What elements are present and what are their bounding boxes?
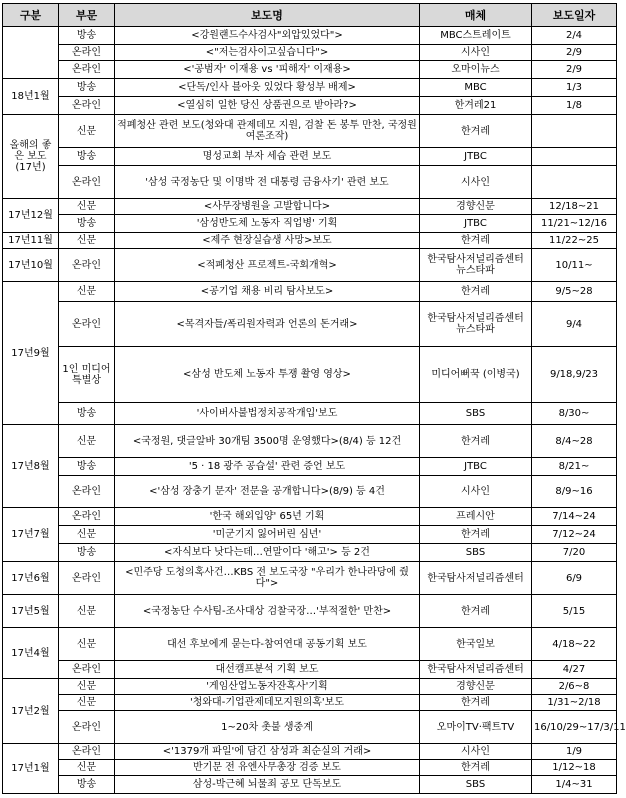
table-body (3, 27, 626, 794)
date-cell: 1/3 (532, 79, 617, 97)
media-cell: 한국탐사저널리즘센터 뉴스타파 (420, 302, 532, 347)
table-row (3, 302, 617, 347)
media-cell: 한국일보 (420, 628, 532, 661)
sector-cell: 방송 (59, 458, 115, 476)
category-cell: 17년11월 (3, 233, 59, 249)
sector-cell: 신문 (59, 695, 115, 711)
date-cell: 9/4 (532, 302, 617, 347)
date-cell: 1/4~31 (532, 776, 617, 794)
date-cell: 8/9~16 (532, 476, 617, 508)
title-cell: '삼성 국정농단 및 이명박 전 대통령 금융사기' 관련 보도 (115, 166, 420, 199)
table-row (3, 45, 617, 61)
media-cell: 한겨레 (420, 760, 532, 776)
sector-cell: 신문 (59, 760, 115, 776)
date-cell: 8/21~ (532, 458, 617, 476)
category-cell (3, 27, 59, 79)
title-cell: <제주 현장실습생 사망>보도 (115, 233, 420, 249)
sector-cell: 방송 (59, 215, 115, 233)
table-row (3, 458, 617, 476)
date-cell: 10/11~ (532, 249, 617, 282)
category-cell: 올해의 좋은 보도 (17년) (3, 115, 59, 199)
table-row (3, 695, 617, 711)
date-cell: 2/4 (532, 27, 617, 45)
date-cell: 12/18~21 (532, 199, 617, 215)
title-cell: '게임산업노동자잔혹사'기획 (115, 679, 420, 695)
title-cell: 1~20차 촛불 생중계 (115, 711, 420, 744)
category-cell: 17년2월 (3, 679, 59, 744)
table-row (3, 562, 617, 595)
category-cell: 17년10월 (3, 249, 59, 282)
date-cell: 2/9 (532, 45, 617, 61)
sector-cell: 방송 (59, 27, 115, 45)
category-cell: 17년4월 (3, 628, 59, 679)
sector-cell: 신문 (59, 425, 115, 458)
table-row (3, 508, 617, 526)
sector-cell: 온라인 (59, 661, 115, 679)
table-row (3, 776, 617, 794)
sector-cell: 온라인 (59, 45, 115, 61)
media-cell: 한국탐사저널리즘센터 (420, 661, 532, 679)
title-cell: <적폐청산 프로젝트-국회개혁> (115, 249, 420, 282)
title-cell: 반기문 전 유엔사무총장 검증 보도 (115, 760, 420, 776)
title-cell: <목격자들/폭리원자력과 언론의 돈거래> (115, 302, 420, 347)
sector-cell: 온라인 (59, 302, 115, 347)
table-row (3, 744, 617, 760)
title-cell: 명성교회 부자 세습 관련 보도 (115, 148, 420, 166)
category-cell: 18년1월 (3, 79, 59, 115)
table-row (3, 425, 617, 458)
table-row (3, 544, 617, 562)
media-cell: 한겨레 (420, 695, 532, 711)
media-cell: 프레시안 (420, 508, 532, 526)
sector-cell: 온라인 (59, 508, 115, 526)
date-cell: 4/18~22 (532, 628, 617, 661)
table-row (3, 628, 617, 661)
table-row (3, 115, 617, 148)
media-cell: 시사인 (420, 744, 532, 760)
header-row (3, 4, 617, 27)
date-cell: 9/5~28 (532, 282, 617, 302)
table-row (3, 79, 617, 97)
table-row (3, 233, 617, 249)
date-cell: 11/22~25 (532, 233, 617, 249)
title-cell: <자식보다 낫다는데…연말이다 '해고'> 등 2건 (115, 544, 420, 562)
date-cell: 7/20 (532, 544, 617, 562)
title-cell: '사이버사불법정치공작개입'보도 (115, 403, 420, 425)
title-cell: <'삼성 장충기 문자' 전문을 공개합니다>(8/9) 등 4건 (115, 476, 420, 508)
media-cell: 한겨레 (420, 233, 532, 249)
table-row (3, 760, 617, 776)
table-row (3, 61, 617, 79)
header-category: 구분 (3, 4, 59, 27)
date-cell: 8/30~ (532, 403, 617, 425)
date-cell: 6/9 (532, 562, 617, 595)
title-cell: 대선캠프분석 기획 보도 (115, 661, 420, 679)
media-cell: JTBC (420, 148, 532, 166)
date-cell: 16/10/29~17/3/11 (532, 711, 617, 744)
category-cell: 17년12월 (3, 199, 59, 233)
category-cell: 17년9월 (3, 282, 59, 425)
header-media: 매체 (420, 4, 532, 27)
table-row (3, 347, 617, 403)
table-row (3, 249, 617, 282)
table-row (3, 199, 617, 215)
sector-cell: 온라인 (59, 562, 115, 595)
title-cell: <국정농단 수사팀-조사대상 검찰국장…'부적절한' 만찬> (115, 595, 420, 628)
title-cell: '미군기지 잃어버린 심년' (115, 526, 420, 544)
sector-cell: 온라인 (59, 97, 115, 115)
table-row (3, 679, 617, 695)
table-row (3, 27, 617, 45)
media-cell: SBS (420, 544, 532, 562)
date-cell: 2/6~8 (532, 679, 617, 695)
title-cell: '한국 해외입양' 65년 기획 (115, 508, 420, 526)
sector-cell: 신문 (59, 199, 115, 215)
media-cell: 오마이TV·팩트TV (420, 711, 532, 744)
header-date: 보도일자 (532, 4, 617, 27)
table-row (3, 595, 617, 628)
date-cell: 5/15 (532, 595, 617, 628)
media-cell: 한겨레 (420, 595, 532, 628)
category-cell: 17년5월 (3, 595, 59, 628)
date-cell: 9/18,9/23 (532, 347, 617, 403)
title-cell: <단독/인사 블아웃 있었다 황성부 배제> (115, 79, 420, 97)
title-cell: <삼성 반도체 노동자 투쟁 촬영 영상> (115, 347, 420, 403)
table-row (3, 476, 617, 508)
date-cell: 11/21~12/16 (532, 215, 617, 233)
title-cell: '삼성반도체 노동자 직업병' 기획 (115, 215, 420, 233)
media-cell: 한국탐사저널리즘센터 뉴스타파 (420, 249, 532, 282)
title-cell: <열심히 일한 당신 상품권으로 받아라?> (115, 97, 420, 115)
sector-cell: 신문 (59, 233, 115, 249)
media-cell: MBC스트레이트 (420, 27, 532, 45)
media-cell: 한겨레 (420, 526, 532, 544)
media-cell: 한겨레21 (420, 97, 532, 115)
category-cell: 17년1월 (3, 744, 59, 794)
table-row (3, 166, 617, 199)
sector-cell: 방송 (59, 403, 115, 425)
table-row (3, 403, 617, 425)
title-cell: <'공범자' 이재용 vs '피해자' 이재용> (115, 61, 420, 79)
sector-cell: 온라인 (59, 744, 115, 760)
table-row (3, 711, 617, 744)
date-cell: 8/4~28 (532, 425, 617, 458)
date-cell: 1/9 (532, 744, 617, 760)
media-cell: 경향신문 (420, 199, 532, 215)
table-row (3, 215, 617, 233)
sector-cell: 신문 (59, 628, 115, 661)
title-cell: <국정원, 댓글알바 30개팀 3500명 운영했다>(8/4) 등 12건 (115, 425, 420, 458)
media-cell: 한국탐사저널리즘센터 (420, 562, 532, 595)
date-cell (532, 148, 617, 166)
title-cell: <'1379개 파일'에 담긴 삼성과 최순실의 거래> (115, 744, 420, 760)
sector-cell: 신문 (59, 526, 115, 544)
sector-cell: 방송 (59, 79, 115, 97)
media-cell: 경향신문 (420, 679, 532, 695)
date-cell: 4/27 (532, 661, 617, 679)
header-sector: 부문 (59, 4, 115, 27)
media-cell: 한겨레 (420, 115, 532, 148)
sector-cell: 1인 미디어 특별상 (59, 347, 115, 403)
category-cell: 17년6월 (3, 562, 59, 595)
date-cell: 1/8 (532, 97, 617, 115)
sector-cell: 온라인 (59, 711, 115, 744)
media-cell: 한겨레 (420, 282, 532, 302)
sector-cell: 온라인 (59, 476, 115, 508)
sector-cell: 방송 (59, 544, 115, 562)
title-cell: 적폐청산 관련 보도(청와대 관제데모 지원, 검찰 돈 봉투 만찬, 국정원 여론조작) (115, 115, 420, 148)
media-cell: JTBC (420, 215, 532, 233)
sector-cell: 온라인 (59, 61, 115, 79)
media-cell: 한겨레 (420, 425, 532, 458)
sector-cell: 신문 (59, 282, 115, 302)
sector-cell: 온라인 (59, 249, 115, 282)
title-cell: '5 · 18 광주 공습설' 관련 증언 보도 (115, 458, 420, 476)
sector-cell: 신문 (59, 679, 115, 695)
media-cell: 시사인 (420, 476, 532, 508)
date-cell (532, 115, 617, 148)
table-row (3, 526, 617, 544)
date-cell: 1/12~18 (532, 760, 617, 776)
date-cell: 1/31~2/18 (532, 695, 617, 711)
category-cell: 17년8월 (3, 425, 59, 508)
category-cell: 17년7월 (3, 508, 59, 562)
title-cell: 삼성-박근혜 뇌물죄 공모 단독보도 (115, 776, 420, 794)
media-cell: 오마이뉴스 (420, 61, 532, 79)
title-cell: '청와대-기업관제데모지원의혹'보도 (115, 695, 420, 711)
media-cell: 시사인 (420, 45, 532, 61)
media-cell: SBS (420, 403, 532, 425)
title-cell: <강원랜드수사검사"외압있었다"> (115, 27, 420, 45)
sector-cell: 방송 (59, 776, 115, 794)
media-cell: MBC (420, 79, 532, 97)
title-cell: <"저는검사이고싶습니다"> (115, 45, 420, 61)
sector-cell: 신문 (59, 595, 115, 628)
media-cell: SBS (420, 776, 532, 794)
table-row (3, 148, 617, 166)
table-row (3, 282, 617, 302)
date-cell: 7/14~24 (532, 508, 617, 526)
title-cell: <사무장병원을 고발합니다> (115, 199, 420, 215)
awards-table (2, 3, 626, 794)
table-row (3, 97, 617, 115)
sector-cell: 방송 (59, 148, 115, 166)
sector-cell: 온라인 (59, 166, 115, 199)
title-cell: <공기업 채용 비리 탐사보도> (115, 282, 420, 302)
media-cell: JTBC (420, 458, 532, 476)
table-row (3, 661, 617, 679)
title-cell: <민주당 도청의혹사건…KBS 전 보도국장 "우리가 한나라당에 줬다"> (115, 562, 420, 595)
date-cell: 7/12~24 (532, 526, 617, 544)
header-title: 보도명 (115, 4, 420, 27)
media-cell: 시사인 (420, 166, 532, 199)
title-cell: 대선 후보에게 묻는다-참여연대 공동기획 보도 (115, 628, 420, 661)
date-cell (532, 166, 617, 199)
media-cell: 미디어뻐꾹 (이병국) (420, 347, 532, 403)
sector-cell: 신문 (59, 115, 115, 148)
date-cell: 2/9 (532, 61, 617, 79)
